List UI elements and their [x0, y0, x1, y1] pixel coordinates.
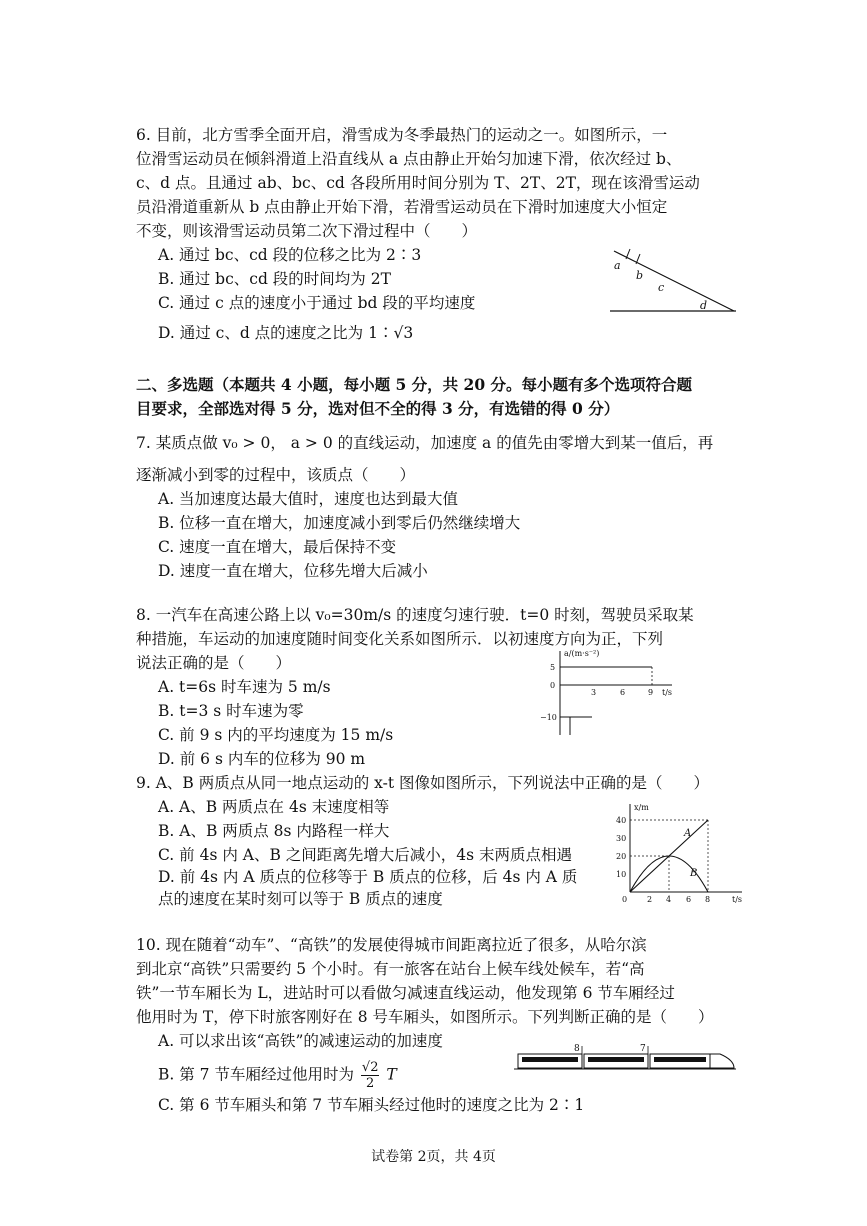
- q6-option-c: C. 通过 c 点的速度小于通过 bd 段的平均速度: [158, 294, 476, 312]
- q9-option-c: C. 前 4s 内 A、B 之间距离先增大后减小，4s 末两质点相遇: [158, 846, 573, 864]
- q9-option-a: A. A、B 两质点在 4s 末速度相等: [158, 798, 390, 816]
- q9-x-tick-2: 2: [647, 895, 653, 904]
- q10-line-2: 到北京“高铁”只需要约 5 个小时。有一旅客在站台上候车线处候车，若“高: [136, 960, 645, 978]
- position-time-graph: [608, 800, 748, 904]
- q8-x-tick-9: 9: [648, 688, 654, 697]
- ski-slope-figure: [600, 245, 745, 317]
- q6-line-3: c、d 点。且通过 ab、bc、cd 各段所用时间分别为 T、2T、2T，现在该滑雪运动: [136, 174, 700, 192]
- q9-x-tick-8: 8: [705, 895, 711, 904]
- q6-line-2: 位滑雪运动员在倾斜滑道上沿直线从 a 点由静止开始匀加速下滑，依次经过 b、: [136, 150, 682, 168]
- q10-option-b: [158, 1060, 397, 1091]
- q7-option-a: A. 当加速度达最大值时，速度也达到最大值: [158, 490, 459, 508]
- q8-y-tick-minus10: −10: [540, 713, 557, 722]
- q10-line-3: 铁”一节车厢长为 L，进站时可以看做匀减速直线运动，他发现第 6 节车厢经过: [136, 984, 675, 1002]
- q8-line-1: 8. 一汽车在高速公路上以 v₀=30m/s 的速度匀速行驶．t=0 时刻，驾驶员采取某: [136, 606, 694, 624]
- q9-x-axis-label: t/s: [732, 895, 743, 904]
- fraction-denominator: 2: [366, 1076, 375, 1091]
- q8-option-b: B. t=3 s 时车速为零: [158, 702, 304, 720]
- fraction-suffix: T: [386, 1065, 397, 1084]
- q9-option-d-cont: 点的速度在某时刻可以等于 B 质点的速度: [158, 890, 443, 908]
- q9-y-tick-30: 30: [616, 834, 627, 843]
- q8-option-a: A. t=6s 时车速为 5 m/s: [158, 678, 331, 696]
- q6-line-5: 不变，则该滑雪运动员第二次下滑过程中（ ）: [136, 222, 478, 240]
- q10-option-b-text: B. 第 7 节车厢经过他用时为: [158, 1065, 354, 1084]
- q8-option-d: D. 前 6 s 内车的位移为 90 m: [158, 750, 366, 768]
- train-label-7: 7: [640, 1044, 646, 1054]
- q10-option-a: A. 可以求出该“高铁”的减速运动的加速度: [158, 1032, 443, 1050]
- train-figure: [514, 1042, 736, 1072]
- section2-line-2: 目要求，全部选对得 5 分，选对但不全的得 3 分，有选错的得 0 分）: [136, 399, 620, 418]
- section2-line-1: 二、多选题（本题共 4 小题，每小题 5 分，共 20 分。每小题有多个选项符合题: [136, 375, 693, 394]
- q9-y-tick-40: 40: [616, 816, 627, 825]
- q6-option-a: A. 通过 bc、cd 段的位移之比为 2∶3: [158, 246, 422, 264]
- q7-option-c: C. 速度一直在增大，最后保持不变: [158, 538, 397, 556]
- q10-line-1: 10. 现在随着“动车”、“高铁”的发展使得城市间距离拉近了很多，从哈尔滨: [136, 936, 647, 954]
- q8-y-tick-5: 5: [550, 663, 556, 672]
- slope-label-a: a: [614, 259, 621, 272]
- q7-line-2: 逐渐减小到零的过程中，该质点（ ）: [136, 466, 416, 484]
- page-footer: 试卷第 2页，共 4页: [371, 1149, 496, 1165]
- train-label-8: 8: [574, 1044, 580, 1054]
- fraction-numerator: √2: [361, 1060, 379, 1075]
- q8-y-axis-label: a/(m·s⁻²): [564, 649, 600, 658]
- q10-line-4: 他用时为 T，停下时旅客刚好在 8 号车厢头，如图所示。下列判断正确的是（ ）: [136, 1008, 714, 1026]
- slope-label-b: b: [636, 269, 644, 282]
- acceleration-time-graph: [540, 645, 675, 737]
- q7-option-b: B. 位移一直在增大，加速度减小到零后仍然继续增大: [158, 514, 521, 532]
- q8-option-c: C. 前 9 s 内的平均速度为 15 m/s: [158, 726, 394, 744]
- q9-option-b: B. A、B 两质点 8s 内路程一样大: [158, 822, 390, 840]
- q6-line-1: 6. 目前，北方雪季全面开启，滑雪成为冬季最热门的运动之一。如图所示，一: [136, 126, 668, 144]
- q9-y-tick-20: 20: [616, 852, 627, 861]
- q8-x-tick-3: 3: [591, 688, 597, 697]
- q8-y-tick-0: 0: [550, 681, 556, 690]
- q10-option-b-fraction: [361, 1060, 380, 1091]
- q9-y-axis-label: x/m: [634, 803, 649, 812]
- q8-x-tick-6: 6: [620, 688, 626, 697]
- q9-x-tick-6: 6: [686, 895, 692, 904]
- q10-option-c: C. 第 6 节车厢头和第 7 节车厢头经过他时的速度之比为 2∶1: [158, 1096, 585, 1114]
- q9-series-label-b: B: [690, 868, 698, 879]
- q9-series-label-a: A: [684, 828, 692, 839]
- q9-x-tick-4: 4: [666, 895, 672, 904]
- q8-line-2: 种措施，车运动的加速度随时间变化关系如图所示．以初速度方向为正，下列: [136, 630, 664, 648]
- q6-option-d: D. 通过 c、d 点的速度之比为 1∶√3: [158, 324, 414, 342]
- q6-line-4: 员沿滑道重新从 b 点由静止开始下滑，若滑雪运动员在下滑时加速度大小恒定: [136, 198, 668, 216]
- slope-label-c: c: [658, 281, 665, 294]
- q7-option-d: D. 速度一直在增大，位移先增大后减小: [158, 562, 428, 580]
- q9-line-1: 9. A、B 两质点从同一地点运动的 x-t 图像如图所示，下列说法中正确的是（ ）: [136, 774, 710, 792]
- q9-y-tick-10: 10: [616, 870, 627, 879]
- slope-label-d: d: [700, 299, 708, 312]
- q7-line-1: 7. 某质点做 v₀ > 0， a > 0 的直线运动，加速度 a 的值先由零增大到某一值后，再: [136, 434, 714, 452]
- q8-line-3: 说法正确的是（ ）: [136, 654, 292, 672]
- q6-option-b: B. 通过 bc、cd 段的时间均为 2T: [158, 270, 391, 288]
- q8-x-axis-label: t/s: [662, 688, 673, 697]
- q9-option-d: D. 前 4s 内 A 质点的位移等于 B 质点的位移，后 4s 内 A 质: [158, 868, 578, 886]
- q9-x-tick-0: 0: [622, 895, 628, 904]
